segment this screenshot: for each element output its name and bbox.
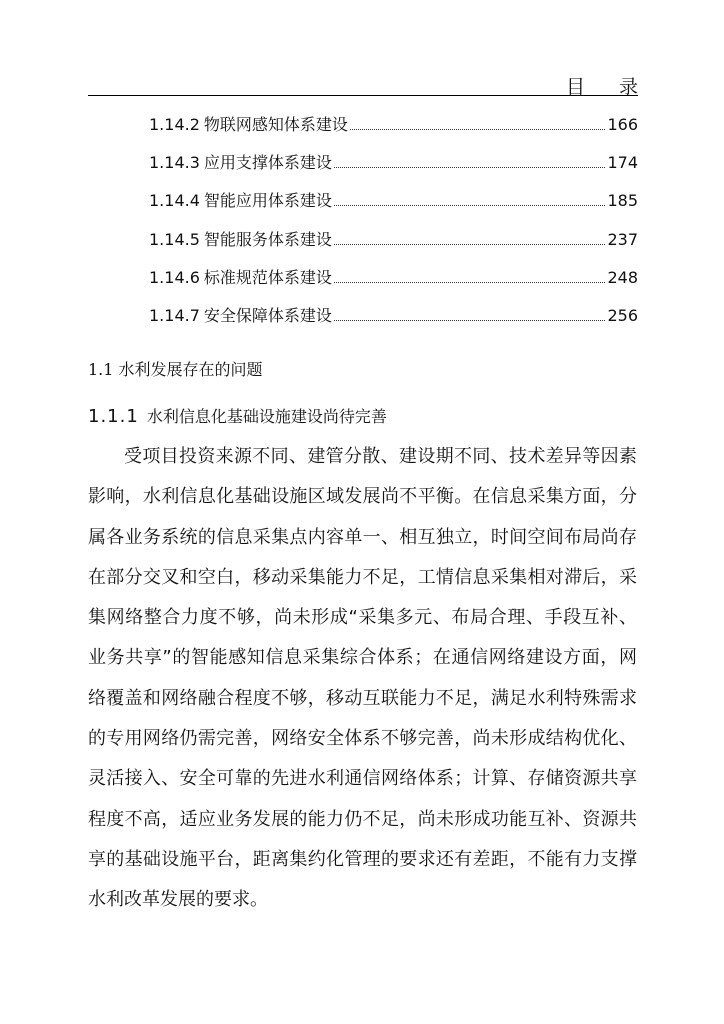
toc-entry <box>149 303 638 341</box>
toc-entry-page: 256 <box>607 305 638 325</box>
toc-entry-number: 1.14.3 <box>149 153 200 173</box>
toc-entry-page: 174 <box>607 153 638 173</box>
toc-leader-dots <box>334 234 606 245</box>
toc-entry-number: 1.14.4 <box>149 191 200 211</box>
toc-entry-page: 185 <box>607 191 638 211</box>
toc-entry-page: 166 <box>607 115 638 134</box>
toc-leader-dots <box>334 310 606 321</box>
toc-entry-title: 应用支撑体系建设 <box>203 153 332 173</box>
toc-entry-number: 1.14.5 <box>149 229 200 249</box>
toc-entry <box>149 188 638 226</box>
toc-leader-dots <box>334 272 606 283</box>
toc-entry <box>149 265 638 303</box>
toc-entry <box>149 227 638 265</box>
table-of-contents <box>149 112 638 341</box>
toc-entry-title: 标准规范体系建设 <box>203 267 332 287</box>
page-header-title: 目 录 <box>565 76 652 98</box>
toc-entry-page: 237 <box>607 229 638 249</box>
body-paragraph: 受项目投资来源不同、建管分散、建设期不同、技术差异等因素影响，水利信息化基础设施区域发展尚不平衡。在信息采集方面，分属各业务系统的信息采集点内容单一、相互独立，时间空间布局尚存在部分交叉和空白，移动采集能力不足，工情信息采集相对滞后，采集网络整合力度不够，尚未形成“采集多元、布局合理、手段互补、业务共享”的智能感知信息采集综合体系；在通信网络建设方面，网络覆盖和网络融合程度不够，移动互联能力不足，满足水利特殊需求的专用网络仍需完善，网络安全体系不够完善，尚未形成结构优化、灵活接入、安全可靠的先进水利通信网络体系；计算、存储资源共享程度不高，适应业务发展的能力仍不足，尚未形成功能互补、资源共享的基础设施平台，距离集约化管理的要求还有差距，不能有力支撑水利改革发展的要求。 <box>88 446 637 911</box>
toc-entry-title: 安全保障体系建设 <box>203 305 332 325</box>
toc-entry-page: 248 <box>607 267 638 287</box>
toc-entry-title: 物联网感知体系建设 <box>203 115 348 134</box>
toc-entry-number: 1.14.2 <box>149 115 200 134</box>
header-divider <box>88 95 638 96</box>
subsection-title: 水利信息化基础设施建设尚待完善 <box>146 407 387 426</box>
toc-entry-number: 1.14.6 <box>149 267 200 287</box>
section-heading: 1.1 水利发展存在的问题 <box>88 360 263 379</box>
toc-leader-dots <box>334 195 606 206</box>
toc-entry-number: 1.14.7 <box>149 305 200 325</box>
toc-leader-dots <box>334 157 606 168</box>
subsection-heading <box>88 404 387 427</box>
toc-entry-title: 智能应用体系建设 <box>203 191 332 211</box>
toc-entry-title: 智能服务体系建设 <box>203 229 332 249</box>
toc-entry <box>149 112 638 150</box>
subsection-number: 1.1.1 <box>88 406 139 427</box>
toc-leader-dots <box>350 119 606 130</box>
toc-entry <box>149 150 638 188</box>
